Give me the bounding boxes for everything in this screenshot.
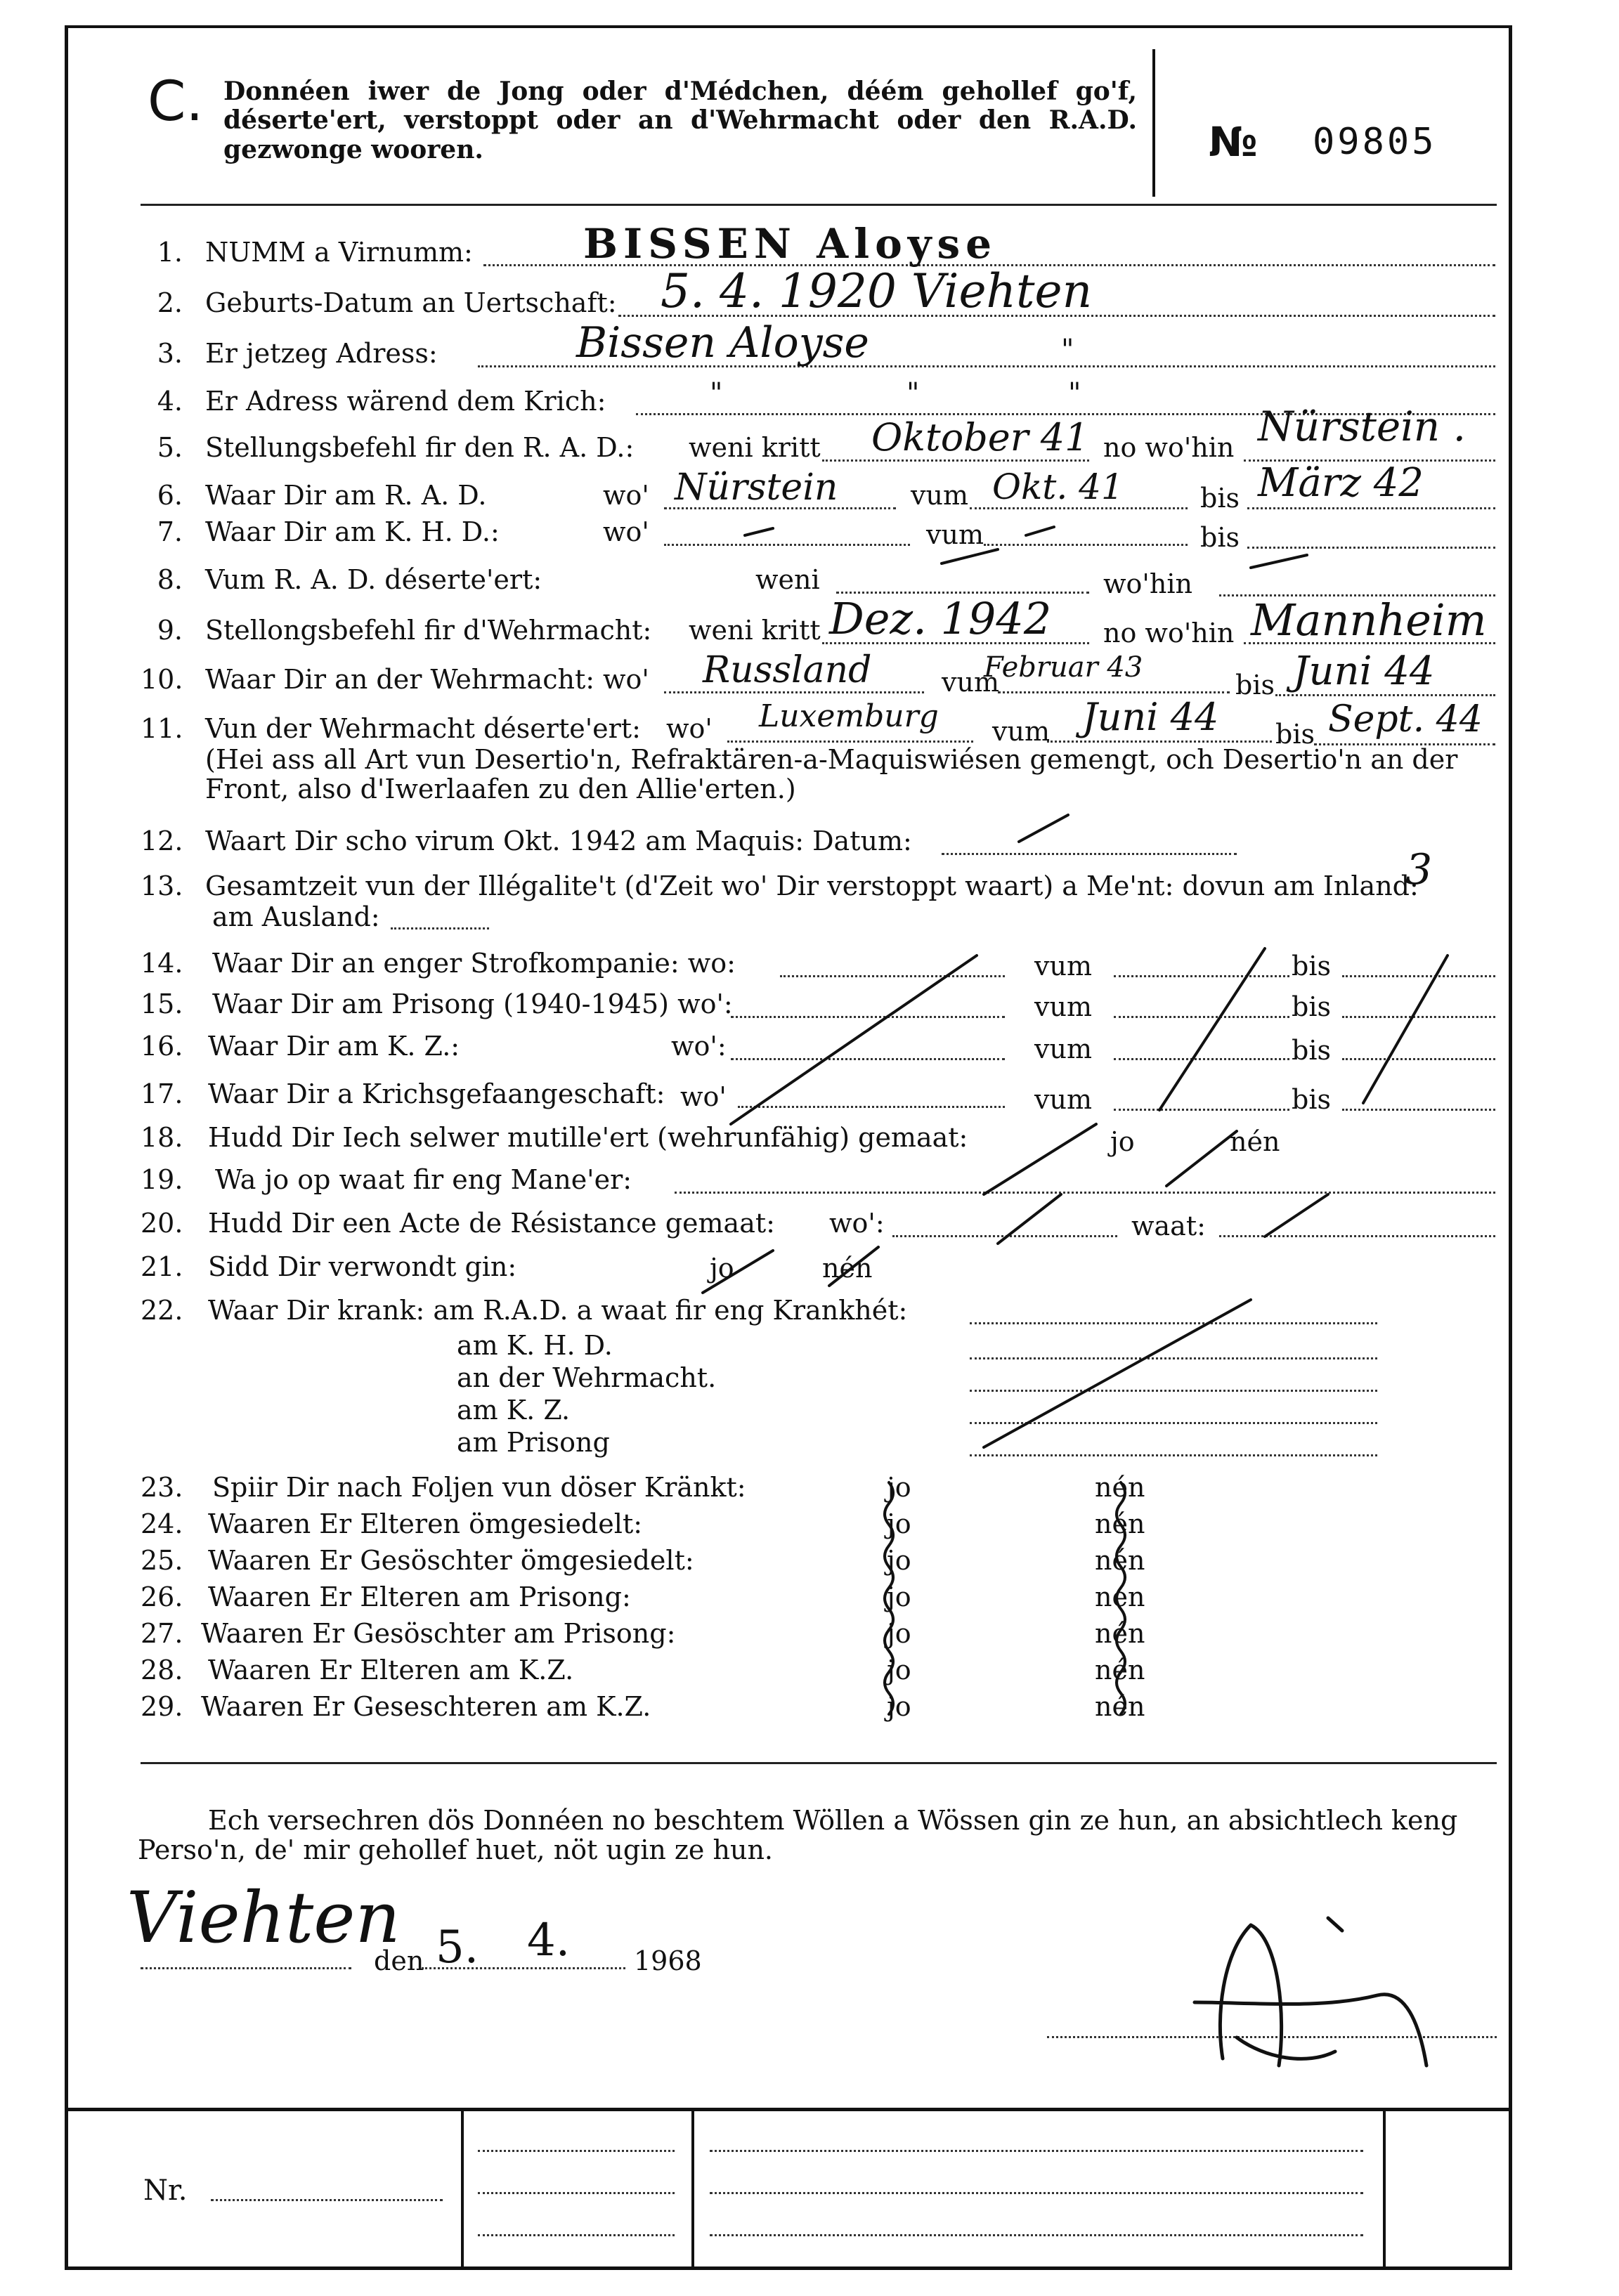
dash-mark (745, 528, 773, 535)
to-label: bis (1292, 991, 1331, 1022)
field-number: 28. (141, 1655, 183, 1685)
where-label: wo': (829, 1208, 885, 1239)
signature (1195, 1918, 1426, 2066)
where-label: wo' (666, 713, 713, 744)
wehrmacht-where-value: Russland (703, 649, 872, 691)
list-item-label: Spiir Dir nach Foljen vun döser Kränkt: (212, 1472, 746, 1503)
wehrmacht-order-when-value: Dez. 1942 (829, 593, 1052, 644)
declaration-text-2: Perso'n, de' mir gehollef huet, nöt ugin ze hun. (138, 1834, 774, 1865)
field-number: 25. (141, 1545, 183, 1576)
field-number: 16. (141, 1031, 183, 1062)
desertion-where-value: Luxemburg (759, 698, 939, 734)
rad-where-value: Nürstein (675, 467, 838, 509)
wehrmacht-label: Waar Dir an der Wehrmacht: (205, 664, 595, 695)
field-number: 23. (141, 1472, 183, 1503)
yes-option: jo (887, 1472, 911, 1503)
strike-line (998, 1194, 1061, 1244)
wehrmacht-order-label: Stellongsbefehl fir d'Wehrmacht: (205, 615, 652, 646)
strike-line (1166, 1131, 1237, 1186)
no-option: nén (1095, 1545, 1145, 1576)
where-label: no wo'hin (1103, 618, 1235, 648)
dash-mark (1019, 815, 1068, 842)
list-item-label: Waaren Er Gesöschter ömgesiedelt: (208, 1545, 694, 1576)
illegality-inland-value: 3 (1405, 845, 1433, 894)
field-number: 29. (141, 1691, 183, 1722)
when-label: weni kritt (689, 615, 821, 646)
where-label: wo' (680, 1081, 727, 1112)
illness-sub-kz: am K. Z. (457, 1395, 571, 1426)
field-number: 26. (141, 1581, 183, 1612)
where-label: wo' (603, 516, 649, 547)
ditto-mark: " (710, 377, 723, 410)
to-label: bis (1275, 719, 1315, 750)
list-item-label: Waaren Er Elteren ömgesiedelt: (208, 1508, 643, 1539)
desertion-label: Vun der Wehrmacht déserte'ert: (205, 713, 641, 744)
list-item-label: Waaren Er Elteren am Prisong: (208, 1581, 631, 1612)
address-label: Er jetzeg Adress: (205, 338, 438, 369)
field-number: 13. (141, 870, 183, 901)
field-number: 5. (157, 432, 183, 463)
rad-from-value: Okt. 41 (992, 467, 1124, 507)
field-number: 21. (141, 1251, 183, 1282)
field-number: 4. (157, 386, 183, 417)
strike-line (984, 1124, 1096, 1194)
no-option: nén (1095, 1581, 1145, 1612)
field-number: 3. (157, 338, 183, 369)
where-label: wo' (603, 664, 649, 695)
rad-label: Waar Dir am R. A. D. (205, 480, 487, 511)
date-label: den (374, 1945, 424, 1976)
when-label: weni (755, 564, 820, 595)
field-number: 27. (141, 1618, 183, 1649)
wounded-label: Sidd Dir verwondt gin: (208, 1251, 517, 1282)
field-number: 15. (141, 989, 183, 1019)
signing-day: 5. (436, 1922, 479, 1974)
field-number: 22. (141, 1295, 183, 1326)
rad-order-label: Stellungsbefehl fir den R. A. D.: (205, 432, 635, 463)
field-number: 10. (141, 664, 183, 695)
field-number: 17. (141, 1078, 183, 1109)
self-mutilation-label: Hudd Dir Iech selwer mutille'ert (wehrunfähig) gemaat: (208, 1122, 968, 1153)
desertion-to-value: Sept. 44 (1328, 698, 1483, 741)
pow-label: Waar Dir a Krichsgefaangeschaft: (208, 1078, 665, 1109)
illegality-label: Gesamtzeit vun der Illégalite't (d'Zeit wo' Dir verstoppt waart) a Me'nt: dovun am Inland: (205, 870, 1419, 901)
when-label: weni kritt (689, 432, 821, 463)
war-address-label: Er Adress wärend dem Krich: (205, 386, 606, 417)
desertion-from-value: Juni 44 (1082, 695, 1219, 739)
declaration-text: Ech versechren dös Donnéen no beschtem Wöllen a Wössen gin ze hun, an absichtlech keng (208, 1805, 1458, 1836)
form-title: Donnéen iwer de Jong oder d'Médchen, déém gehollef go'f, déserte'ert, verstoppt oder an d'Wehrmacht oder den R.A.D. gezwonge wooren. (223, 77, 1137, 164)
from-label: vum (911, 480, 968, 511)
field-number: 9. (157, 615, 183, 646)
field-number: 2. (157, 287, 183, 318)
field-number: 19. (141, 1164, 183, 1195)
to-label: bis (1292, 1035, 1331, 1066)
field-number: 24. (141, 1508, 183, 1539)
field-number: 12. (141, 826, 183, 856)
rad-order-where-value: Nürstein . (1258, 403, 1467, 450)
prison-label: Waar Dir am Prisong (1940-1945) wo': (212, 989, 733, 1019)
yes-option: jo (887, 1581, 911, 1612)
dash-mark (1026, 527, 1054, 535)
rad-to-value: März 42 (1258, 460, 1424, 506)
no-option: nén (822, 1253, 873, 1284)
field-number: 14. (141, 948, 183, 979)
yes-option: jo (887, 1618, 911, 1649)
signing-year: 1968 (634, 1945, 702, 1976)
yes-option: jo (887, 1545, 911, 1576)
ditto-mark: " (906, 377, 920, 410)
no-option: nén (1095, 1655, 1145, 1685)
no-option: nén (1095, 1472, 1145, 1503)
no-option: nén (1095, 1691, 1145, 1722)
strike-line (731, 955, 977, 1124)
field-number: 1. (157, 237, 183, 268)
to-label: bis (1292, 951, 1331, 981)
penal-company-label: Waar Dir an enger Strofkompanie: wo: (212, 948, 736, 979)
rad-desert-label: Vum R. A. D. déserte'ert: (205, 564, 542, 595)
strike-line (984, 1300, 1251, 1447)
field-number: 11. (141, 713, 183, 744)
kz-label: Waar Dir am K. Z.: (208, 1031, 460, 1062)
address-ditto: " (1061, 334, 1074, 366)
maquis-label: Waart Dir scho virum Okt. 1942 am Maquis: Datum: (205, 826, 912, 856)
signing-month: 4. (527, 1915, 571, 1966)
yes-option: jo (887, 1508, 911, 1539)
strike-line (1265, 1194, 1328, 1237)
list-item-label: Waaren Er Gesöschter am Prisong: (201, 1618, 676, 1649)
desertion-note-2: Front, also d'Iwerlaafen zu den Allie'erten.) (205, 774, 796, 804)
from-label: vum (1034, 1084, 1092, 1115)
signing-place: Viehten (126, 1877, 401, 1959)
what-label: waat: (1131, 1211, 1206, 1241)
form-number: 09805 (1313, 121, 1437, 163)
to-label: bis (1200, 522, 1240, 553)
desertion-note: (Hei ass all Art vun Desertio'n, Refraktären-a-Maquiswiésen gemengt, och Desertio'n an der (205, 744, 1458, 775)
from-label: vum (1034, 951, 1092, 981)
yes-option: jo (1110, 1126, 1135, 1157)
no-option: nén (1230, 1126, 1280, 1157)
field-number: 8. (157, 564, 183, 595)
illness-sub-wehrmacht: an der Wehrmacht. (457, 1362, 717, 1393)
where-label: no wo'hin (1103, 432, 1235, 463)
strike-line (1159, 948, 1265, 1110)
field-number: 18. (141, 1122, 183, 1153)
rad-order-when-value: Oktober 41 (871, 415, 1089, 459)
name-label: NUMM a Virnumm: (205, 237, 473, 268)
wehrmacht-to-value: Juni 44 (1293, 648, 1435, 694)
manner-label: Wa jo op waat fir eng Mane'er: (215, 1164, 632, 1195)
wehrmacht-from-value: Februar 43 (984, 651, 1143, 684)
section-letter: C. (148, 70, 204, 133)
dash-mark (942, 549, 998, 563)
address-value: Bissen Aloyse (576, 318, 869, 367)
birth-value: 5. 4. 1920 Viehten (661, 264, 1093, 318)
wehrmacht-order-where-value: Mannheim (1251, 594, 1487, 646)
illness-sub-prison: am Prisong (457, 1427, 610, 1458)
list-item-label: Waaren Er Elteren am K.Z. (208, 1655, 574, 1685)
from-label: vum (942, 667, 999, 698)
squiggle (1117, 1482, 1125, 1714)
illegality-abroad-label: am Ausland: (212, 901, 380, 932)
ditto-mark: " (1068, 377, 1081, 410)
from-label: vum (926, 519, 984, 550)
to-label: bis (1200, 483, 1240, 514)
no-option: nén (1095, 1508, 1145, 1539)
from-label: vum (1034, 1033, 1092, 1064)
no-option: nén (1095, 1618, 1145, 1649)
to-label: bis (1292, 1084, 1331, 1115)
number-symbol: № (1209, 118, 1258, 166)
from-label: vum (992, 716, 1050, 747)
from-label: vum (1034, 991, 1092, 1022)
yes-option: jo (710, 1253, 734, 1284)
name-value: BISSEN Aloyse (583, 220, 998, 268)
birth-label: Geburts-Datum an Uertschaft: (205, 287, 617, 318)
illness-label: Waar Dir krank: am R.A.D. a waat fir eng Krankhét: (208, 1295, 908, 1326)
strike-line (1363, 955, 1448, 1103)
field-number: 20. (141, 1208, 183, 1239)
squiggle (885, 1482, 893, 1714)
yes-option: jo (887, 1655, 911, 1685)
to-label: bis (1235, 670, 1275, 700)
where-label: wo'hin (1103, 568, 1192, 599)
strike-line (703, 1251, 773, 1293)
khd-label: Waar Dir am K. H. D.: (205, 516, 500, 547)
dash-mark (1251, 555, 1307, 568)
resistance-label: Hudd Dir een Acte de Résistance gemaat: (208, 1208, 775, 1239)
yes-option: jo (887, 1691, 911, 1722)
list-item-label: Waaren Er Geseschteren am K.Z. (201, 1691, 651, 1722)
field-number: 6. (157, 480, 183, 511)
field-number: 7. (157, 516, 183, 547)
strike-line (829, 1247, 878, 1286)
where-label: wo' (603, 480, 649, 511)
illness-sub-khd: am K. H. D. (457, 1330, 613, 1361)
nr-label: Nr. (143, 2174, 188, 2207)
where-label: wo': (671, 1031, 727, 1062)
